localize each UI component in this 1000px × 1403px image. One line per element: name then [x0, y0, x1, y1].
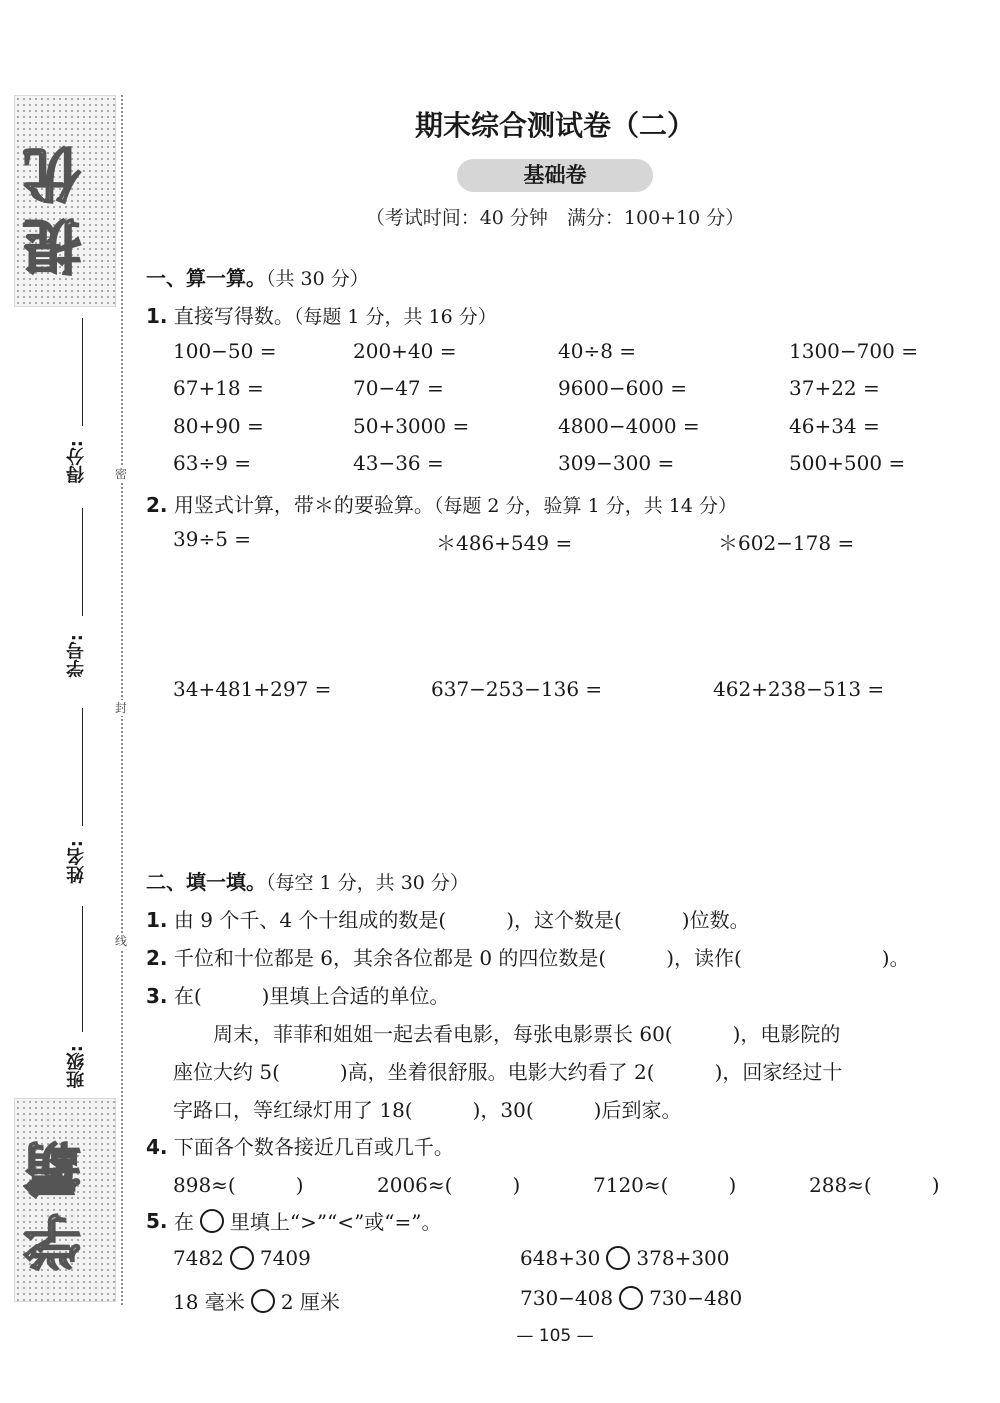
passage-line[interactable]: 周末，菲菲和姐姐一起去看电影，每张电影票长 60( )，电影院的: [173, 1022, 841, 1046]
brand-text-top: 提优: [23, 132, 91, 276]
section-1-heading: [146, 262, 369, 291]
question-number: 1.: [146, 908, 168, 932]
compare-pair: [173, 1286, 340, 1315]
compare-left: 648+30: [520, 1246, 601, 1270]
question-text: 下面各个数各接近几百或几千。: [173, 1135, 454, 1159]
question-2-1: [146, 904, 750, 933]
section-2-note: （每空 1 分，共 30 分）: [266, 872, 469, 894]
calc-item[interactable]: 67+18 =: [173, 376, 264, 400]
passage-line[interactable]: 字路口，等红绿灯用了 18( )，30( )后到家。: [173, 1098, 682, 1122]
estimate-item[interactable]: 898≈( ): [173, 1173, 304, 1197]
class-field-label: 班级:: [66, 1045, 87, 1089]
question-2-2: [146, 942, 910, 971]
compare-left: 18 毫米: [173, 1290, 245, 1314]
compare-left: 7482: [173, 1246, 224, 1270]
name-field-line[interactable]: [82, 708, 83, 826]
question-2-5: [146, 1206, 442, 1235]
page-number: — 105 —: [516, 1326, 594, 1346]
vertical-calc-item[interactable]: ＊602−178 =: [718, 531, 855, 555]
passage-line[interactable]: 座位大约 5( )高，坐着很舒服。电影大约看了 2( )，回家经过十: [173, 1060, 843, 1084]
student-id-field-label: 学号:: [66, 634, 87, 678]
question-number: 2.: [146, 493, 168, 517]
compare-left: 730−408: [520, 1286, 614, 1310]
compare-blank-circle[interactable]: [606, 1246, 630, 1270]
student-id-field-line[interactable]: [82, 508, 83, 616]
calc-item[interactable]: 43−36 =: [353, 451, 444, 475]
section-1-note: （共 30 分）: [266, 268, 369, 290]
question-text: 用竖式计算，带＊的要验算。: [173, 493, 434, 517]
compare-pair: [173, 1246, 311, 1270]
level-badge: 基础卷: [457, 159, 653, 192]
estimate-item[interactable]: 288≈( ): [809, 1173, 940, 1197]
question-1-2: [146, 489, 737, 518]
question-2-3: [146, 980, 449, 1009]
calc-item[interactable]: 1300−700 =: [789, 339, 918, 363]
compare-pair: [520, 1286, 742, 1310]
score-field-label: 得分:: [66, 440, 87, 484]
vertical-calc-item[interactable]: 637−253−136 =: [431, 677, 603, 701]
seal-char-mi: 密: [114, 467, 127, 481]
question-text: 在( )里填上合适的单位。: [173, 984, 450, 1008]
compare-blank-circle[interactable]: [619, 1286, 643, 1310]
question-number: 4.: [146, 1135, 168, 1159]
name-field-label: 姓名:: [66, 840, 87, 884]
question-text[interactable]: 千位和十位都是 6，其余各位都是 0 的四位数是( )，读作( )。: [173, 946, 910, 970]
seal-char-xian: 线: [114, 934, 127, 948]
calc-item[interactable]: 46+34 =: [789, 414, 880, 438]
score-field-line[interactable]: [82, 318, 83, 426]
question-text-before: 在: [173, 1210, 194, 1234]
vertical-calc-item[interactable]: 462+238−513 =: [713, 677, 885, 701]
vertical-calc-item[interactable]: ＊486+549 =: [436, 531, 573, 555]
exam-info: （考试时间：40 分钟 满分：100+10 分）: [365, 207, 745, 229]
brand-tile-bottom: [14, 1098, 116, 1302]
question-2-4: [146, 1131, 454, 1160]
brand-text-bottom: 学霸: [23, 1127, 91, 1271]
compare-right: 730−480: [649, 1286, 743, 1310]
estimate-item[interactable]: 2006≈( ): [377, 1173, 521, 1197]
section-2-title: 二、填一填。: [146, 870, 266, 894]
seal-char-feng: 封: [114, 701, 127, 715]
calc-item[interactable]: 500+500 =: [789, 451, 906, 475]
compare-right: 378+300: [636, 1246, 730, 1270]
page-title: 期末综合测试卷（二）: [414, 109, 695, 142]
calc-item[interactable]: 70−47 =: [353, 376, 444, 400]
compare-circle-icon: [200, 1209, 224, 1233]
estimate-item[interactable]: 7120≈( ): [593, 1173, 737, 1197]
calc-item[interactable]: 80+90 =: [173, 414, 264, 438]
compare-blank-circle[interactable]: [230, 1246, 254, 1270]
question-text[interactable]: 由 9 个千、4 个十组成的数是( )，这个数是( )位数。: [173, 908, 750, 932]
calc-item[interactable]: 4800−4000 =: [558, 414, 700, 438]
calc-item[interactable]: 9600−600 =: [558, 376, 687, 400]
section-2-heading: [146, 866, 469, 895]
calc-item[interactable]: 50+3000 =: [353, 414, 470, 438]
question-1-1: [146, 300, 497, 329]
question-number: 1.: [146, 304, 168, 328]
vertical-calc-item[interactable]: 34+481+297 =: [173, 677, 332, 701]
calc-item[interactable]: 63÷9 =: [173, 451, 252, 475]
compare-right: 2 厘米: [280, 1290, 340, 1314]
calc-item[interactable]: 100−50 =: [173, 339, 277, 363]
calc-item[interactable]: 200+40 =: [353, 339, 457, 363]
question-text: 直接写得数。: [173, 304, 294, 328]
compare-blank-circle[interactable]: [251, 1289, 275, 1313]
class-field-line[interactable]: [82, 906, 83, 1032]
question-text-after: 里填上“>”“<”或“=”。: [229, 1210, 442, 1234]
question-number: 3.: [146, 984, 168, 1008]
compare-right: 7409: [259, 1246, 311, 1270]
question-note: （每题 2 分，验算 1 分，共 14 分）: [433, 495, 737, 517]
compare-pair: [520, 1246, 730, 1270]
calc-item[interactable]: 309−300 =: [558, 451, 675, 475]
calc-item[interactable]: 40÷8 =: [558, 339, 637, 363]
calc-item[interactable]: 37+22 =: [789, 376, 880, 400]
question-number: 2.: [146, 946, 168, 970]
vertical-calc-item[interactable]: 39÷5 =: [173, 527, 252, 551]
question-number: 5.: [146, 1208, 168, 1233]
question-note: （每题 1 分，共 16 分）: [293, 306, 497, 328]
section-1-title: 一、算一算。: [146, 266, 266, 290]
